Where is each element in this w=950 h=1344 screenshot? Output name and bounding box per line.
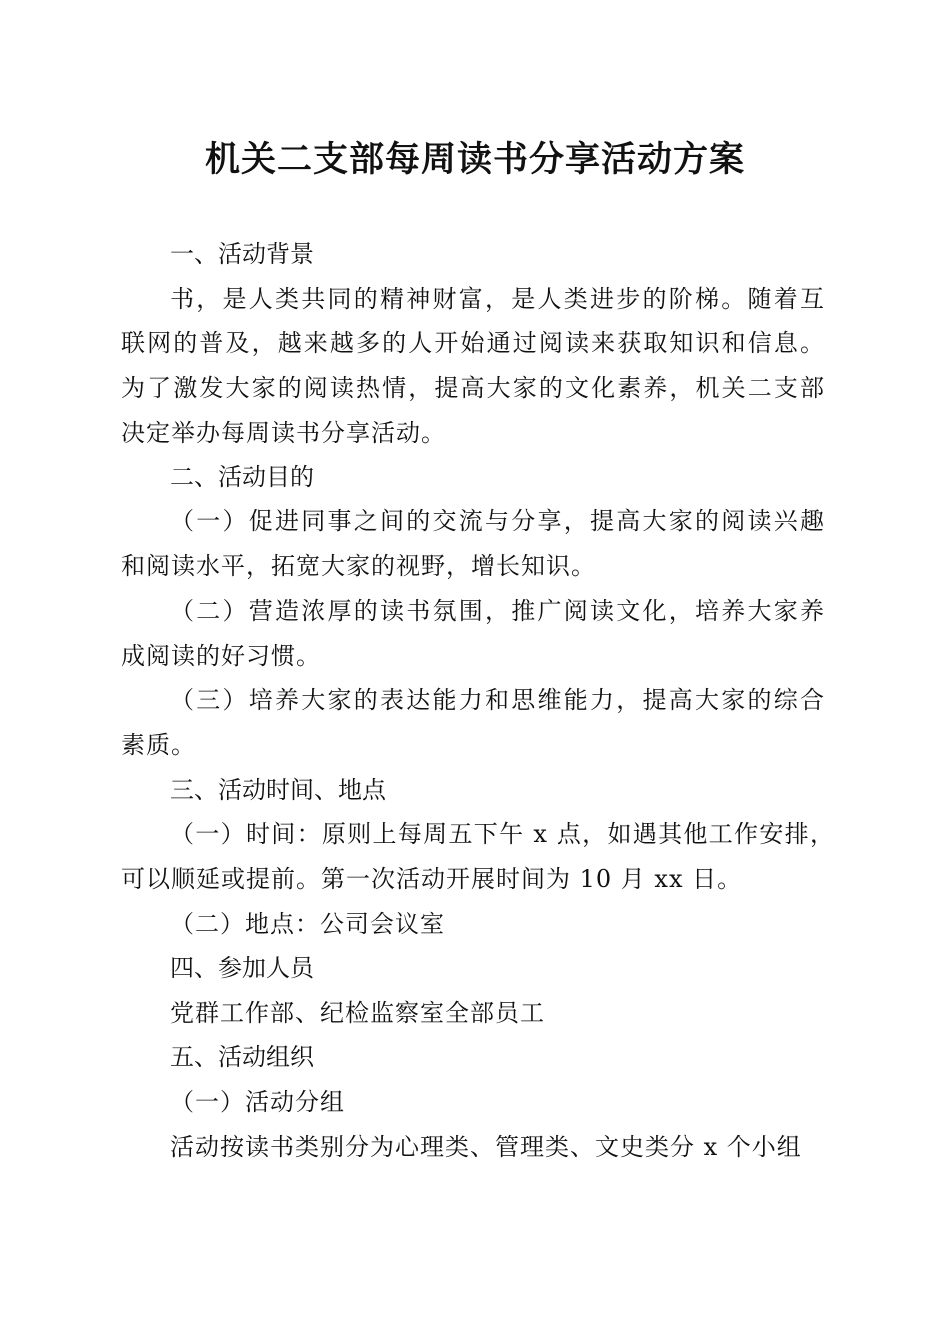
paragraph-line: 书，是人类共同的精神财富，是人类进步的阶梯。随着互 bbox=[170, 285, 825, 313]
paragraph-line: （一）活动分组 bbox=[170, 1088, 345, 1116]
paragraph-line: 党群工作部、纪检监察室全部员工 bbox=[170, 999, 545, 1027]
paragraph-line: （二）营造浓厚的读书氛围，推广阅读文化，培养大家养 bbox=[170, 597, 825, 625]
paragraph-line: （一）促进同事之间的交流与分享，提高大家的阅读兴趣 bbox=[170, 507, 825, 535]
paragraph-line: （二）地点：公司会议室 bbox=[170, 910, 445, 938]
section-heading-organization: 五、活动组织 bbox=[170, 1043, 314, 1071]
paragraph-line: 为了激发大家的阅读热情，提高大家的文化素养，机关二支部 bbox=[121, 374, 825, 402]
paragraph-line: 联网的普及，越来越多的人开始通过阅读来获取知识和信息。 bbox=[121, 329, 825, 357]
paragraph-line: 活动按读书类别分为心理类、管理类、文史类分 x 个小组 bbox=[170, 1133, 802, 1161]
section-heading-participants: 四、参加人员 bbox=[170, 954, 314, 982]
document-title: 机关二支部每周读书分享活动方案 bbox=[204, 139, 745, 180]
paragraph-line: 成阅读的好习惯。 bbox=[121, 642, 321, 670]
paragraph-line: 素质。 bbox=[121, 731, 196, 759]
paragraph-line: （三）培养大家的表达能力和思维能力，提高大家的综合 bbox=[170, 686, 825, 714]
paragraph-line: 和阅读水平，拓宽大家的视野，增长知识。 bbox=[121, 552, 596, 580]
section-heading-purpose: 二、活动目的 bbox=[170, 463, 314, 491]
paragraph-line: （一）时间：原则上每周五下午 x 点，如遇其他工作安排， bbox=[170, 820, 835, 848]
section-heading-time-place: 三、活动时间、地点 bbox=[170, 776, 386, 804]
paragraph-line: 可以顺延或提前。第一次活动开展时间为 10 月 xx 日。 bbox=[121, 865, 743, 893]
paragraph-line: 决定举办每周读书分享活动。 bbox=[121, 419, 446, 447]
section-heading-background: 一、活动背景 bbox=[170, 240, 314, 268]
